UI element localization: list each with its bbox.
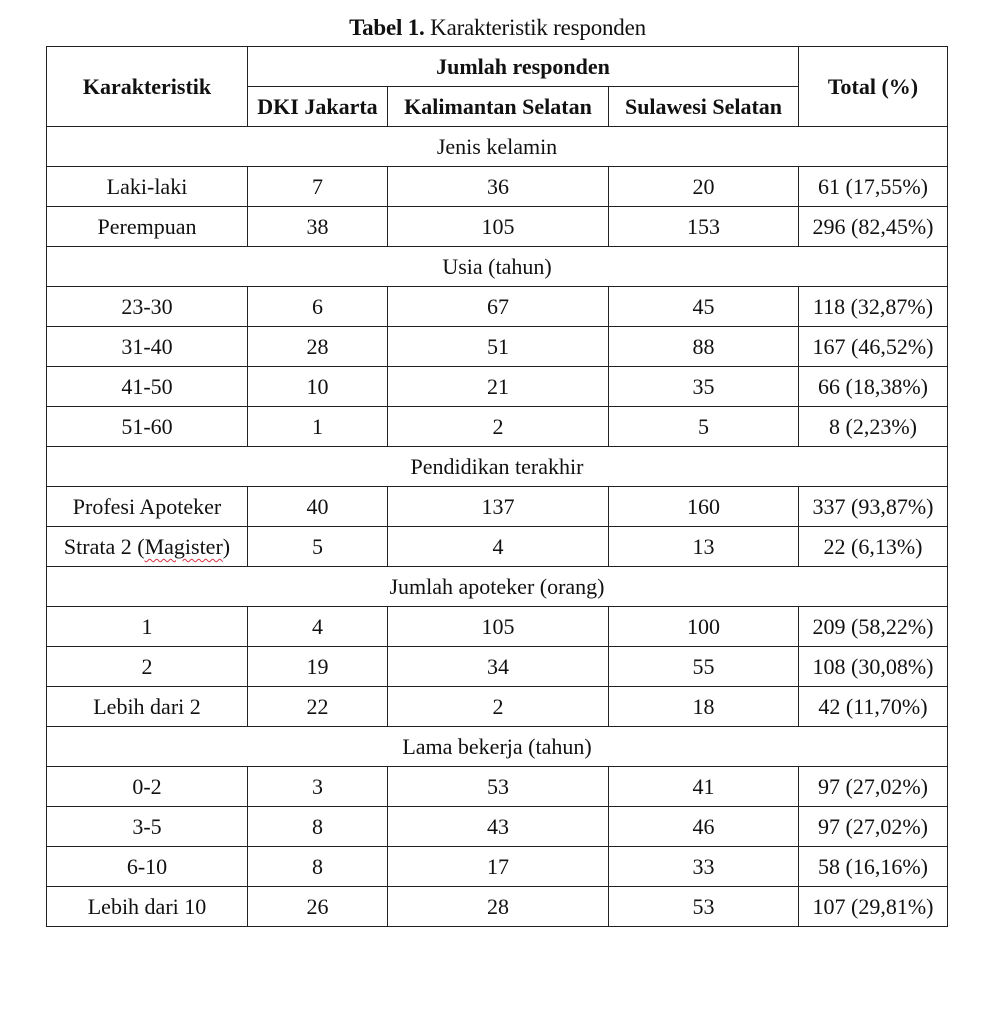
row-label-suffix: ) xyxy=(222,534,231,559)
cell-total: 58 (16,16%) xyxy=(799,847,948,887)
row-label: 41-50 xyxy=(47,367,248,407)
cell-dki: 40 xyxy=(248,487,388,527)
section-title: Jumlah apoteker (orang) xyxy=(47,567,948,607)
cell-sulsel: 88 xyxy=(609,327,799,367)
cell-total: 108 (30,08%) xyxy=(799,647,948,687)
row-label: Lebih dari 2 xyxy=(47,687,248,727)
cell-sulsel: 100 xyxy=(609,607,799,647)
section-row xyxy=(47,447,948,487)
cell-total: 107 (29,81%) xyxy=(799,887,948,927)
row-label: 23-30 xyxy=(47,287,248,327)
header-karakteristik: Karakteristik xyxy=(47,47,248,127)
section-title: Usia (tahun) xyxy=(47,247,948,287)
cell-dki: 26 xyxy=(248,887,388,927)
row-label: 3-5 xyxy=(47,807,248,847)
cell-kalsel: 43 xyxy=(388,807,609,847)
cell-sulsel: 20 xyxy=(609,167,799,207)
row-label: 51-60 xyxy=(47,407,248,447)
cell-kalsel: 137 xyxy=(388,487,609,527)
row-label xyxy=(47,527,248,567)
table-row xyxy=(47,527,948,567)
table-row xyxy=(47,327,948,367)
header-kalimantan-selatan: Kalimantan Selatan xyxy=(388,87,609,127)
cell-sulsel: 33 xyxy=(609,847,799,887)
cell-sulsel: 41 xyxy=(609,767,799,807)
table-row xyxy=(47,767,948,807)
caption-label: Tabel 1. xyxy=(349,15,425,40)
row-label: 1 xyxy=(47,607,248,647)
cell-kalsel: 53 xyxy=(388,767,609,807)
cell-dki: 8 xyxy=(248,807,388,847)
cell-sulsel: 53 xyxy=(609,887,799,927)
cell-dki: 8 xyxy=(248,847,388,887)
header-dki-jakarta: DKI Jakarta xyxy=(248,87,388,127)
cell-dki: 38 xyxy=(248,207,388,247)
row-label: Lebih dari 10 xyxy=(47,887,248,927)
cell-total: 42 (11,70%) xyxy=(799,687,948,727)
table-row xyxy=(47,487,948,527)
row-label: 31-40 xyxy=(47,327,248,367)
section-title: Pendidikan terakhir xyxy=(47,447,948,487)
cell-dki: 5 xyxy=(248,527,388,567)
characteristics-table xyxy=(46,46,948,927)
cell-dki: 19 xyxy=(248,647,388,687)
cell-total: 296 (82,45%) xyxy=(799,207,948,247)
row-label-prefix: Strata 2 ( xyxy=(63,534,145,559)
spellcheck-underlined-word: Magister xyxy=(144,534,223,559)
table-row xyxy=(47,407,948,447)
cell-sulsel: 13 xyxy=(609,527,799,567)
cell-sulsel: 35 xyxy=(609,367,799,407)
cell-kalsel: 34 xyxy=(388,647,609,687)
cell-sulsel: 55 xyxy=(609,647,799,687)
caption-text: Karakteristik responden xyxy=(430,15,646,40)
cell-kalsel: 4 xyxy=(388,527,609,567)
table-row xyxy=(47,687,948,727)
section-title: Jenis kelamin xyxy=(47,127,948,167)
cell-dki: 22 xyxy=(248,687,388,727)
table-row xyxy=(47,167,948,207)
cell-dki: 7 xyxy=(248,167,388,207)
cell-dki: 3 xyxy=(248,767,388,807)
cell-total: 97 (27,02%) xyxy=(799,807,948,847)
cell-total: 118 (32,87%) xyxy=(799,287,948,327)
cell-sulsel: 45 xyxy=(609,287,799,327)
cell-kalsel: 2 xyxy=(388,687,609,727)
cell-dki: 6 xyxy=(248,287,388,327)
cell-total: 66 (18,38%) xyxy=(799,367,948,407)
section-row xyxy=(47,727,948,767)
cell-kalsel: 105 xyxy=(388,207,609,247)
cell-dki: 10 xyxy=(248,367,388,407)
row-label: 0-2 xyxy=(47,767,248,807)
cell-kalsel: 21 xyxy=(388,367,609,407)
cell-dki: 1 xyxy=(248,407,388,447)
cell-sulsel: 18 xyxy=(609,687,799,727)
header-jumlah-responden: Jumlah responden xyxy=(248,47,799,87)
cell-sulsel: 46 xyxy=(609,807,799,847)
cell-kalsel: 17 xyxy=(388,847,609,887)
table-row xyxy=(47,847,948,887)
cell-kalsel: 36 xyxy=(388,167,609,207)
header-sulawesi-selatan: Sulawesi Selatan xyxy=(609,87,799,127)
table-row xyxy=(47,607,948,647)
cell-total: 61 (17,55%) xyxy=(799,167,948,207)
section-title: Lama bekerja (tahun) xyxy=(47,727,948,767)
cell-sulsel: 5 xyxy=(609,407,799,447)
cell-total: 337 (93,87%) xyxy=(799,487,948,527)
cell-kalsel: 51 xyxy=(388,327,609,367)
cell-total: 8 (2,23%) xyxy=(799,407,948,447)
section-row xyxy=(47,567,948,607)
cell-kalsel: 105 xyxy=(388,607,609,647)
table-row xyxy=(47,887,948,927)
cell-sulsel: 160 xyxy=(609,487,799,527)
cell-kalsel: 2 xyxy=(388,407,609,447)
cell-kalsel: 67 xyxy=(388,287,609,327)
row-label: Profesi Apoteker xyxy=(47,487,248,527)
row-label: 2 xyxy=(47,647,248,687)
cell-total: 22 (6,13%) xyxy=(799,527,948,567)
table-row xyxy=(47,367,948,407)
table-row xyxy=(47,647,948,687)
section-row xyxy=(47,247,948,287)
table-caption xyxy=(0,14,995,42)
section-row xyxy=(47,127,948,167)
header-total: Total (%) xyxy=(799,47,948,127)
row-label: Laki-laki xyxy=(47,167,248,207)
row-label: 6-10 xyxy=(47,847,248,887)
row-label: Perempuan xyxy=(47,207,248,247)
cell-total: 97 (27,02%) xyxy=(799,767,948,807)
cell-dki: 4 xyxy=(248,607,388,647)
cell-sulsel: 153 xyxy=(609,207,799,247)
cell-total: 167 (46,52%) xyxy=(799,327,948,367)
cell-kalsel: 28 xyxy=(388,887,609,927)
cell-dki: 28 xyxy=(248,327,388,367)
table-row xyxy=(47,287,948,327)
cell-total: 209 (58,22%) xyxy=(799,607,948,647)
table-row xyxy=(47,207,948,247)
table-row xyxy=(47,807,948,847)
